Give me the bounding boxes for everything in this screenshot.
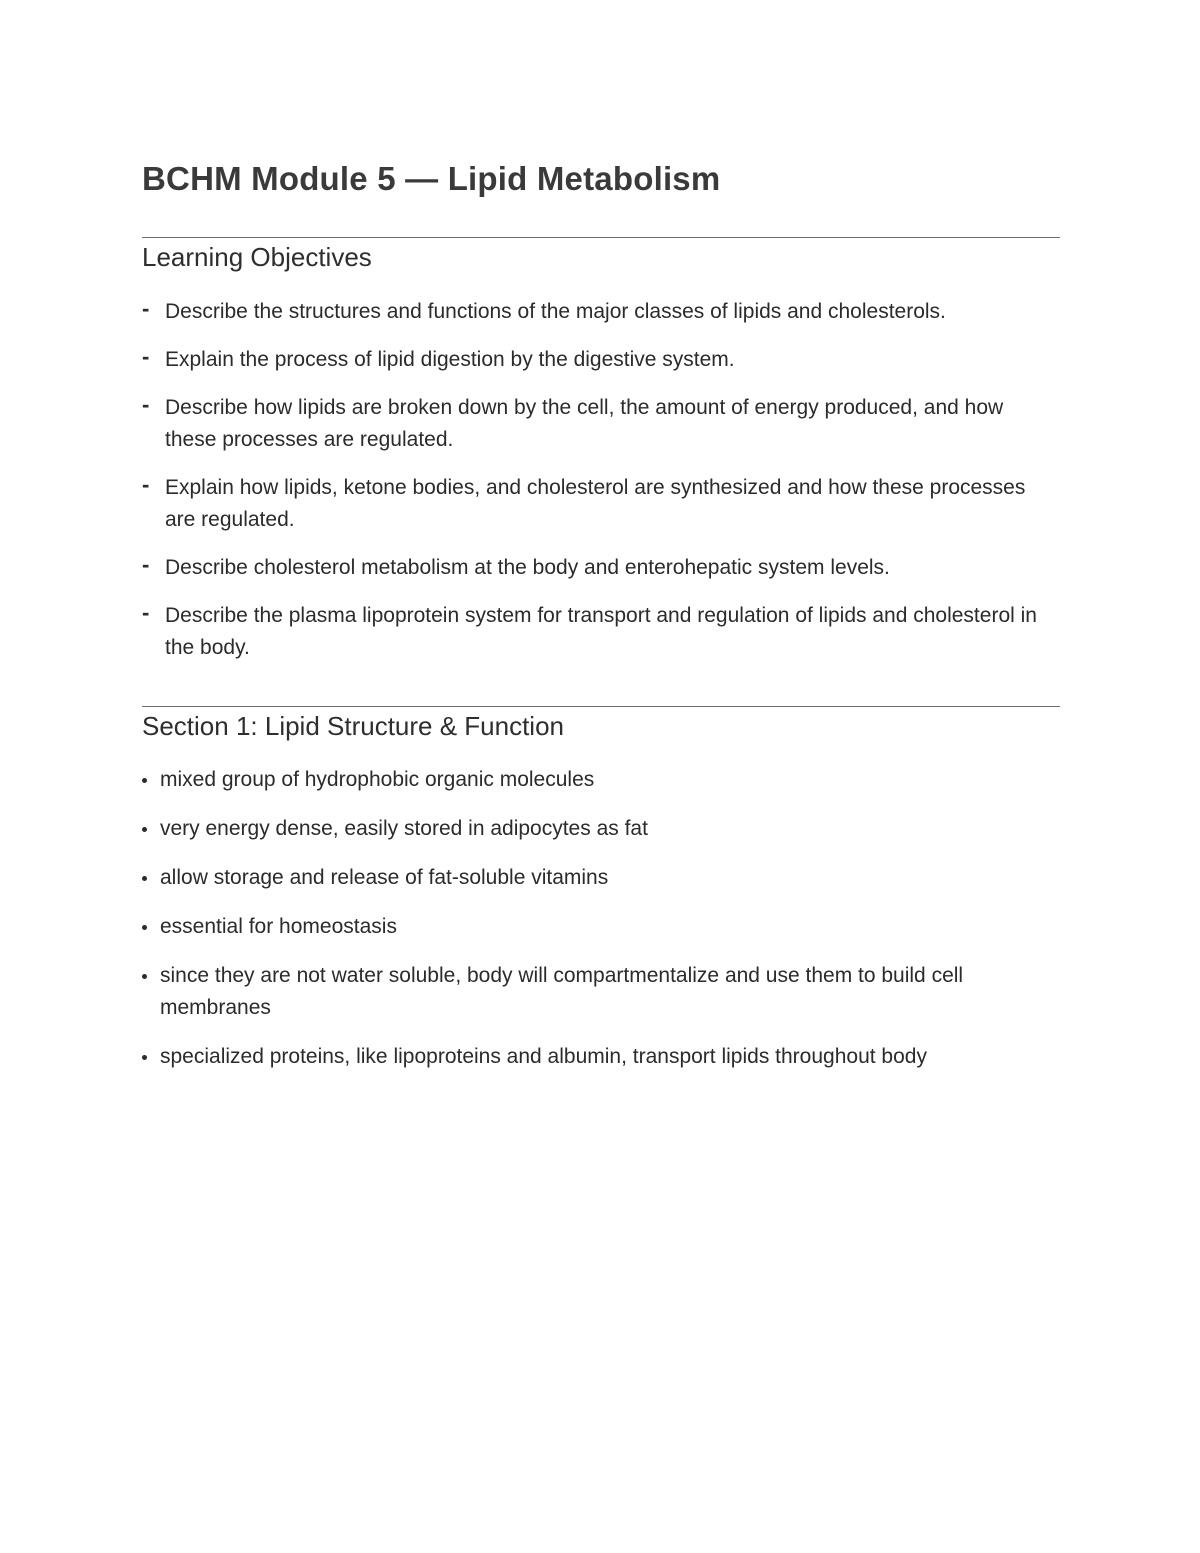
bullet-text: mixed group of hydrophobic organic molecules	[160, 768, 595, 791]
objective-text: Explain the process of lipid digestion by the digestive system.	[165, 348, 735, 371]
list-item	[142, 600, 1060, 664]
objective-text: Describe the plasma lipoprotein system for transport and regulation of lipids and cholesterol in the body.	[165, 604, 1037, 659]
objective-text: Describe how lipids are broken down by the cell, the amount of energy produced, and how these processes are regulated.	[165, 396, 1004, 451]
bullet-icon	[142, 827, 147, 832]
bullet-icon	[142, 925, 147, 930]
list-item	[142, 764, 1060, 796]
objective-text: Explain how lipids, ketone bodies, and cholesterol are synthesized and how these processes are regulated.	[165, 476, 1026, 531]
section-1-list	[142, 764, 1060, 1090]
page-title: BCHM Module 5 — Lipid Metabolism	[142, 160, 721, 197]
section-1-heading: Section 1: Lipid Structure & Function	[142, 711, 565, 741]
bullet-text: essential for homeostasis	[160, 915, 397, 938]
list-item	[142, 911, 1060, 943]
bullet-icon	[142, 974, 147, 979]
dash-marker: -	[142, 600, 150, 625]
list-item	[142, 813, 1060, 845]
bullet-icon	[142, 778, 147, 783]
list-item	[142, 392, 1060, 456]
learning-objectives-list	[142, 296, 1060, 680]
list-item	[142, 1041, 1060, 1073]
list-item	[142, 472, 1060, 536]
bullet-icon	[142, 876, 147, 881]
bullet-text: allow storage and release of fat-soluble vitamins	[160, 866, 609, 889]
divider	[142, 706, 1060, 707]
objective-text: Describe cholesterol metabolism at the body and enterohepatic system levels.	[165, 556, 890, 579]
dash-marker: -	[142, 472, 150, 497]
objective-text: Describe the structures and functions of the major classes of lipids and cholesterols.	[165, 300, 946, 323]
list-item	[142, 960, 1060, 1024]
list-item	[142, 344, 1060, 376]
learning-objectives-heading: Learning Objectives	[142, 242, 372, 272]
bullet-text: very energy dense, easily stored in adipocytes as fat	[160, 817, 648, 840]
list-item	[142, 296, 1060, 328]
bullet-icon	[142, 1055, 147, 1060]
bullet-text: specialized proteins, like lipoproteins and albumin, transport lipids throughout body	[160, 1045, 927, 1068]
dash-marker: -	[142, 296, 150, 321]
list-item	[142, 552, 1060, 584]
divider	[142, 237, 1060, 238]
bullet-text: since they are not water soluble, body will compartmentalize and use them to build cell membranes	[160, 964, 964, 1019]
list-item	[142, 862, 1060, 894]
dash-marker: -	[142, 344, 150, 369]
dash-marker: -	[142, 392, 150, 417]
dash-marker: -	[142, 552, 150, 577]
